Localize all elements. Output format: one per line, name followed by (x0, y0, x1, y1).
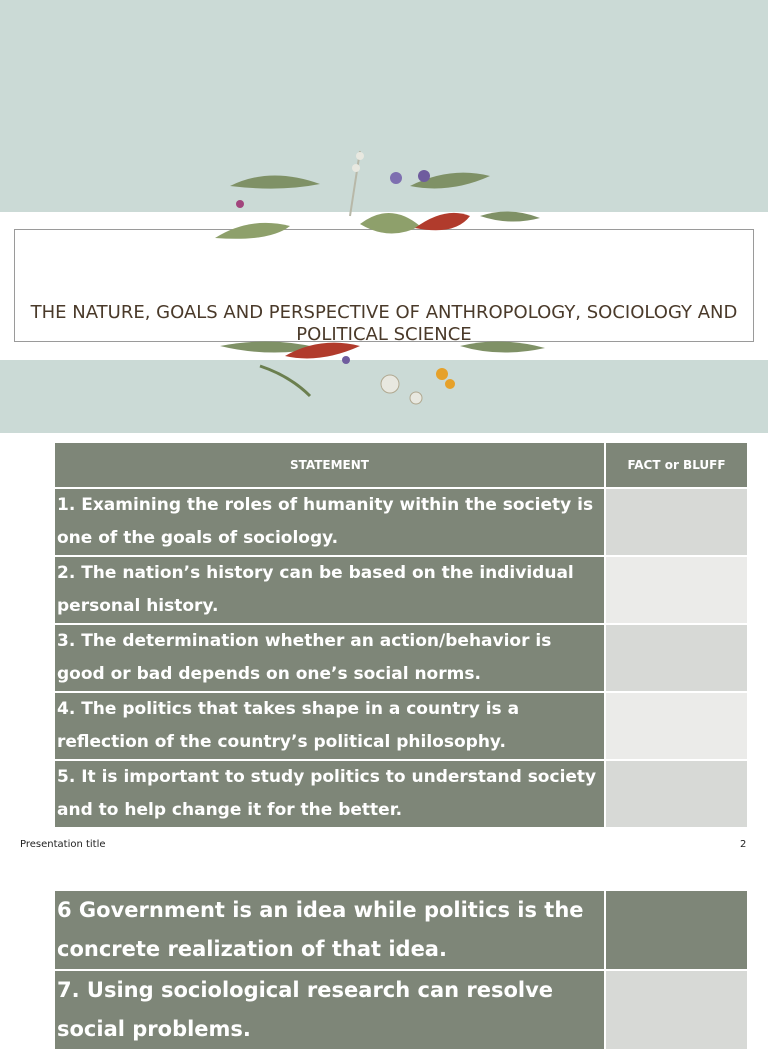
fact-or-bluff-table (53, 441, 749, 829)
table-row (54, 760, 748, 828)
table-row (54, 692, 748, 760)
answer-header: FACT or BLUFF (605, 442, 748, 488)
table-row (54, 970, 748, 1050)
answer-cell[interactable] (605, 556, 748, 624)
table-row (54, 488, 748, 556)
table-row (54, 556, 748, 624)
statement-cell: 4. The politics that takes shape in a country is a reflection of the country’s political philosophy. (54, 692, 605, 760)
statement-cell: 3. The determination whether an action/behavior is good or bad depends on one’s social norms. (54, 624, 605, 692)
slide-title: THE NATURE, GOALS AND PERSPECTIVE OF ANTHROPOLOGY, SOCIOLOGY AND POLITICAL SCIENCE (30, 302, 738, 345)
floral-bottom-illustration (210, 336, 550, 410)
statement-cell: 5. It is important to study politics to understand society and to help change it for the better. (54, 760, 605, 828)
table-header-row (54, 442, 748, 488)
statement-cell: 2. The nation’s history can be based on the individual personal history. (54, 556, 605, 624)
statement-cell: 7. Using sociological research can resolve social problems. (54, 970, 605, 1050)
floral-top-illustration (210, 146, 550, 242)
answer-cell[interactable] (605, 624, 748, 692)
table-row (54, 624, 748, 692)
statement-cell: 6 Government is an idea while politics is the concrete realization of that idea. (54, 890, 605, 970)
statement-header: STATEMENT (54, 442, 605, 488)
answer-cell[interactable] (605, 970, 748, 1050)
answer-cell[interactable] (605, 488, 748, 556)
footer-presentation-title: Presentation title (20, 839, 106, 850)
fact-or-bluff-table-continued (53, 889, 749, 1051)
answer-cell[interactable] (605, 692, 748, 760)
table-row (54, 890, 748, 970)
statement-cell: 1. Examining the roles of humanity within the society is one of the goals of sociology. (54, 488, 605, 556)
answer-cell[interactable] (605, 760, 748, 828)
footer-page-number: 2 (740, 839, 747, 850)
answer-cell[interactable] (605, 890, 748, 970)
